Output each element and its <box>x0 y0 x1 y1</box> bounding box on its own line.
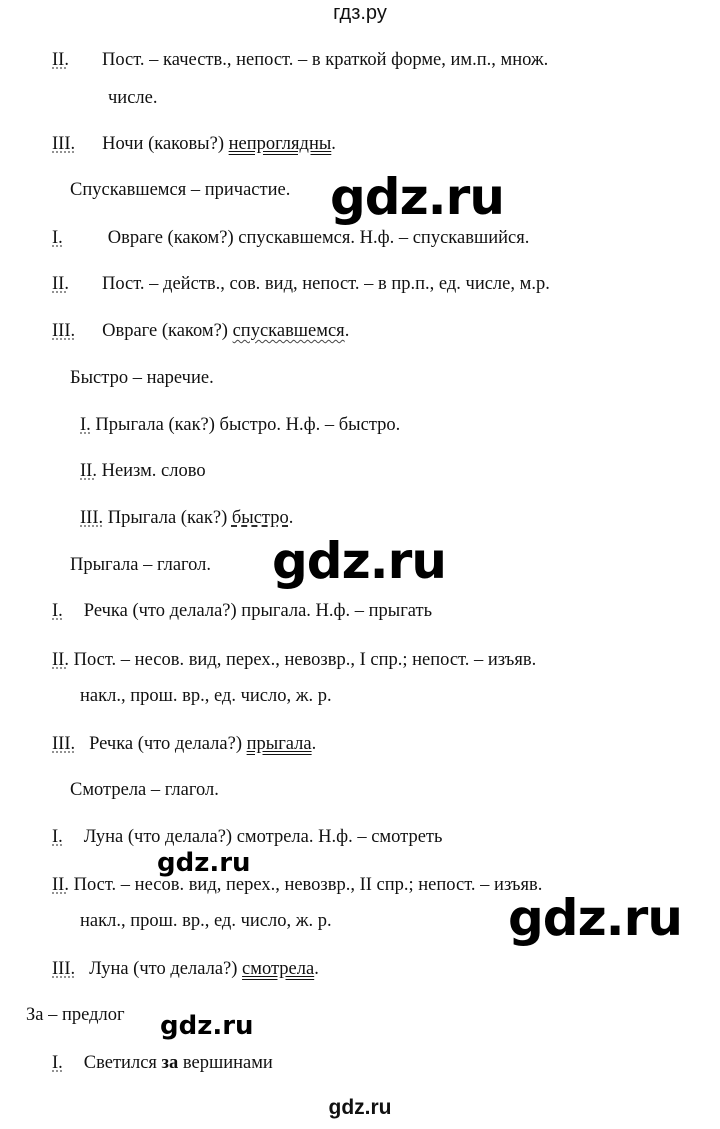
line-text: Ночи (каковы?) <box>102 134 229 154</box>
line-text: Пост. – несов. вид, перех., невозвр., II спр.; непост. – изъяв. <box>68 875 543 895</box>
line-11 <box>80 507 293 529</box>
roman-numeral: II. <box>80 461 97 481</box>
line-text: Пост. – несов. вид, перех., невозвр., I спр.; непост. – изъяв. <box>68 650 537 670</box>
line-20 <box>80 910 332 932</box>
roman-numeral: II. <box>52 875 69 895</box>
line-9 <box>80 414 400 436</box>
watermark-5: gdz.ru <box>160 1011 254 1041</box>
roman-numeral: II. <box>52 274 69 294</box>
roman-numeral: I. <box>80 415 91 435</box>
line-23 <box>52 1052 273 1074</box>
line-8 <box>70 367 214 389</box>
roman-numeral: I. <box>52 228 63 248</box>
heading-text: Смотрела – глагол. <box>70 780 219 800</box>
line-text: Светился <box>83 1053 162 1073</box>
roman-numeral: III. <box>52 959 76 979</box>
roman-numeral: I. <box>52 1053 63 1073</box>
adverbial-word: быстро <box>231 508 289 528</box>
punct: . <box>331 134 336 154</box>
punct: . <box>311 734 317 754</box>
line-22 <box>26 1004 125 1026</box>
line-text: Речка (что делала?) <box>89 734 247 754</box>
line-2 <box>108 87 157 109</box>
line-text: Прыгала (как?) быстро. Н.ф. – быстро. <box>90 415 401 435</box>
line-12 <box>70 554 211 576</box>
line-19 <box>52 874 542 896</box>
line-text: числе. <box>108 88 158 108</box>
heading-text: Быстро – наречие. <box>70 368 214 388</box>
line-text: Овраге (каком?) спускавшемся. Н.ф. – спускавшийся. <box>107 228 530 248</box>
roman-numeral: II. <box>52 650 69 670</box>
roman-numeral: III. <box>52 134 76 154</box>
heading-text: Спускавшемся – причастие. <box>70 180 291 200</box>
line-text: Прыгала (как?) <box>103 508 232 528</box>
punct: . <box>344 321 350 341</box>
line-text: вершинами <box>178 1053 273 1073</box>
watermark-3: gdz.ru <box>157 848 251 878</box>
predicate-word: непроглядны <box>228 134 332 154</box>
line-6 <box>52 273 550 295</box>
line-text: Пост. – действ., сов. вид, непост. – в пр.п., ед. числе, м.р. <box>101 274 550 294</box>
line-16 <box>52 733 316 755</box>
roman-numeral: I. <box>52 827 63 847</box>
line-text: накл., прош. вр., ед. число, ж. р. <box>80 911 332 931</box>
line-1 <box>52 49 548 71</box>
roman-numeral: III. <box>52 734 76 754</box>
watermark-4: gdz.ru <box>508 889 682 947</box>
footer-site-name: gdz.ru <box>328 1096 392 1119</box>
line-text: Неизм. слово <box>96 461 206 481</box>
roman-numeral: I. <box>52 601 63 621</box>
roman-numeral: II. <box>52 50 69 70</box>
line-10 <box>80 460 206 482</box>
line-15 <box>80 685 332 707</box>
line-17 <box>70 779 219 801</box>
watermark-2: gdz.ru <box>272 532 446 590</box>
line-5 <box>52 227 529 249</box>
header-site-name: гдз.ру <box>333 2 387 24</box>
line-18 <box>52 826 442 848</box>
line-text: Овраге (каком?) <box>102 321 233 341</box>
bold-preposition: за <box>161 1053 179 1073</box>
heading-text: За – предлог <box>26 1005 125 1025</box>
line-7 <box>52 320 349 342</box>
line-text: накл., прош. вр., ед. число, ж. р. <box>80 686 332 706</box>
line-text: Речка (что делала?) прыгала. Н.ф. – прыгать <box>83 601 433 621</box>
watermark-1: gdz.ru <box>330 168 504 226</box>
line-text: Луна (что делала?) <box>89 959 243 979</box>
line-4 <box>70 179 290 201</box>
line-13 <box>52 600 432 622</box>
line-text: Луна (что делала?) смотрела. Н.ф. – смотреть <box>83 827 443 847</box>
line-text: Пост. – качеств., непост. – в краткой форме, им.п., множ. <box>101 50 549 70</box>
heading-text: Прыгала – глагол. <box>70 555 212 575</box>
predicate-word: смотрела <box>242 959 315 979</box>
line-14 <box>52 649 536 671</box>
roman-numeral: III. <box>52 321 76 341</box>
modifier-word: спускавшемся <box>232 321 345 341</box>
predicate-word: прыгала <box>246 734 312 754</box>
roman-numeral: III. <box>80 508 104 528</box>
punct: . <box>314 959 319 979</box>
line-21 <box>52 958 319 980</box>
line-3 <box>52 133 336 155</box>
punct: . <box>288 508 294 528</box>
